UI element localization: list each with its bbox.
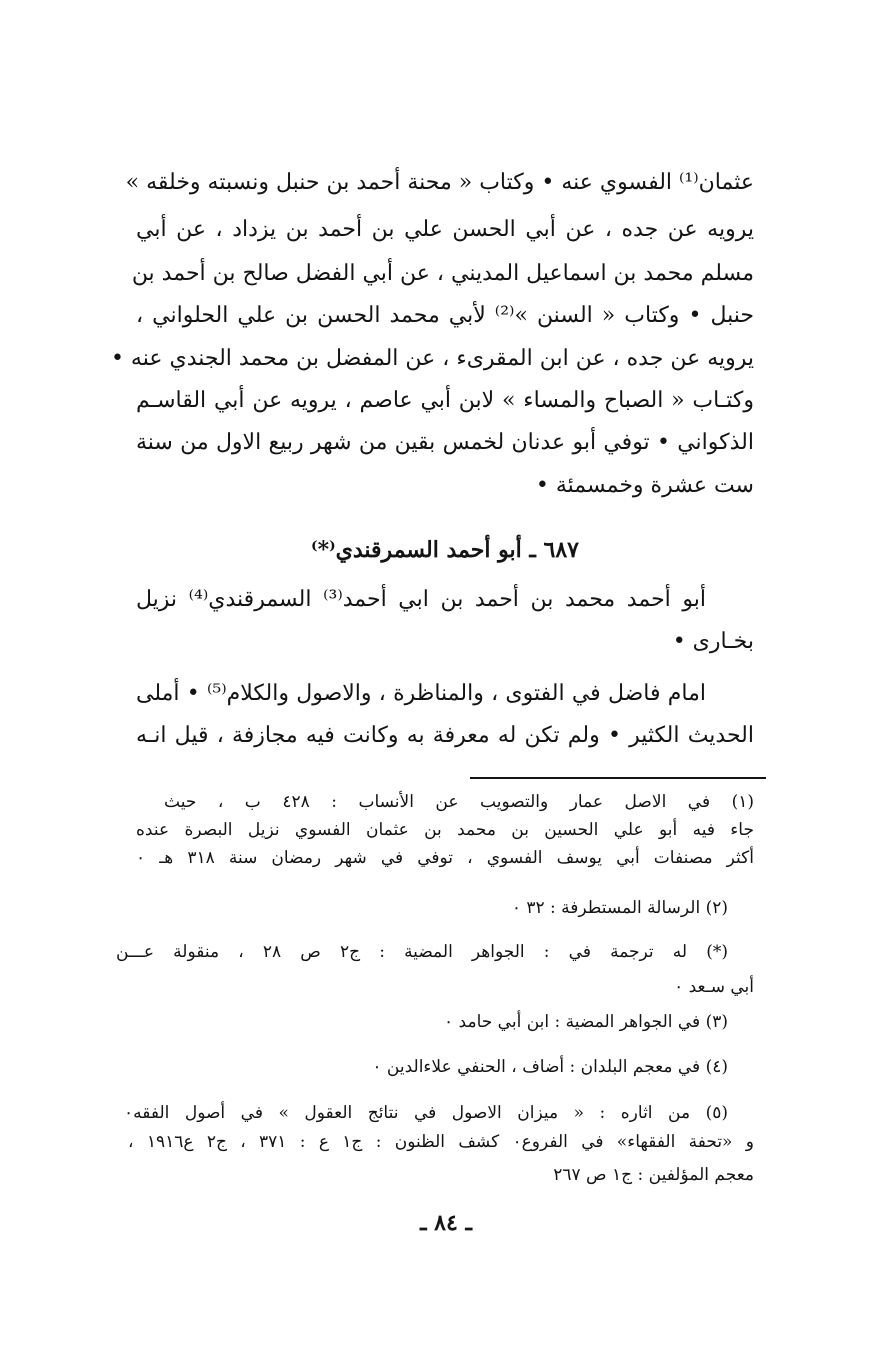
body-line-2: يرويه عن جده ، عن أبي الحسن علي بن أحمد بن يزداد ، عن أبي: [136, 217, 754, 242]
body-line-5: يرويه عن جده ، عن ابن المقرىء ، عن المفضل بن محمد الجندي عنه •: [110, 346, 754, 371]
footnote-5-line-2: و «تحفة الفقهاء» في الفروع٠ كشف الظنون : ج١ ع : ٣٧١ ، ج٢ ع١٩١٦ ،: [128, 1132, 754, 1152]
page-number: ـ ٨٤ ـ: [420, 1210, 472, 1236]
footnote-3: (٣) في الجواهر المضية : ابن أبي حامد ٠: [444, 1012, 728, 1032]
entry-line-2: بخـارى •: [672, 629, 754, 654]
body-line-6: وكتـاب « الصباح والمساء » لابن أبي عاصم ، يرويه عن أبي القاسـم: [136, 388, 754, 413]
footnote-1-line-2: جاء فيه أبو علي الحسين بن محمد بن عثمان الفسوي نزيل البصرة عنده: [136, 820, 754, 840]
footnote-4: (٤) في معجم البلدان : أضاف ، الحنفي علاءالدين ٠: [372, 1057, 728, 1077]
footnote-2: (٢) الرسالة المستطرفة : ٣٢ ٠: [511, 898, 728, 918]
footnote-1-line-1: (١) في الاصل عمار والتصويب عن الأنساب : ٤٢٨ ب ، حيث: [164, 792, 754, 812]
entry-line-3: امام فاضل في الفتوى ، والمناظرة ، والاصول والكلام⁽⁵⁾ • أملى: [136, 681, 706, 706]
footnote-5-line-3: معجم المؤلفين : ج١ ص ٢٦٧: [553, 1165, 754, 1185]
footnote-star-line-1: (*) له ترجمة في : الجواهر المضية : ج٢ ص ٢٨ ، منقولة عـــن: [116, 942, 728, 962]
footnote-5-line-1: (٥) من اثاره : « ميزان الاصول في نتائج العقول » في أصول الفقه٠: [124, 1103, 728, 1123]
body-line-8: ست عشرة وخمسمئة •: [535, 473, 754, 498]
entry-heading: ٦٨٧ ـ أبو أحمد السمرقندي⁽*⁾: [311, 537, 579, 563]
footnote-1-line-3: أكثر مصنفات أبي يوسف الفسوي ، توفي في شهر رمضان سنة ٣١٨ هـ ٠: [136, 848, 754, 868]
entry-line-4: الحديث الكثير • ولم تكن له معرفة به وكانت فيه مجازفة ، قيل انـه: [136, 723, 754, 748]
body-line-7: الذكواني • توفي أبو عدنان لخمس بقين من شهر ربيع الاول من سنة: [136, 430, 754, 455]
body-line-4: حنبل • وكتاب « السنن »⁽²⁾ لأبي محمد الحسن بن علي الحلواني ،: [136, 303, 755, 328]
entry-line-1: أبو أحمد محمد بن أحمد بن ابي أحمد⁽³⁾ السمرقندي⁽⁴⁾ نزيل: [136, 587, 706, 612]
body-line-3: مسلم محمد بن اسماعيل المديني ، عن أبي الفضل صالح بن أحمد بن: [131, 261, 754, 286]
footnote-divider: [470, 777, 766, 779]
body-line-1: عثمان⁽¹⁾ الفسوي عنه • وكتاب « محنة أحمد بن حنبل ونسبته وخلقه »: [125, 170, 754, 195]
footnote-star-line-2: أبي سـعد ٠: [674, 977, 754, 997]
